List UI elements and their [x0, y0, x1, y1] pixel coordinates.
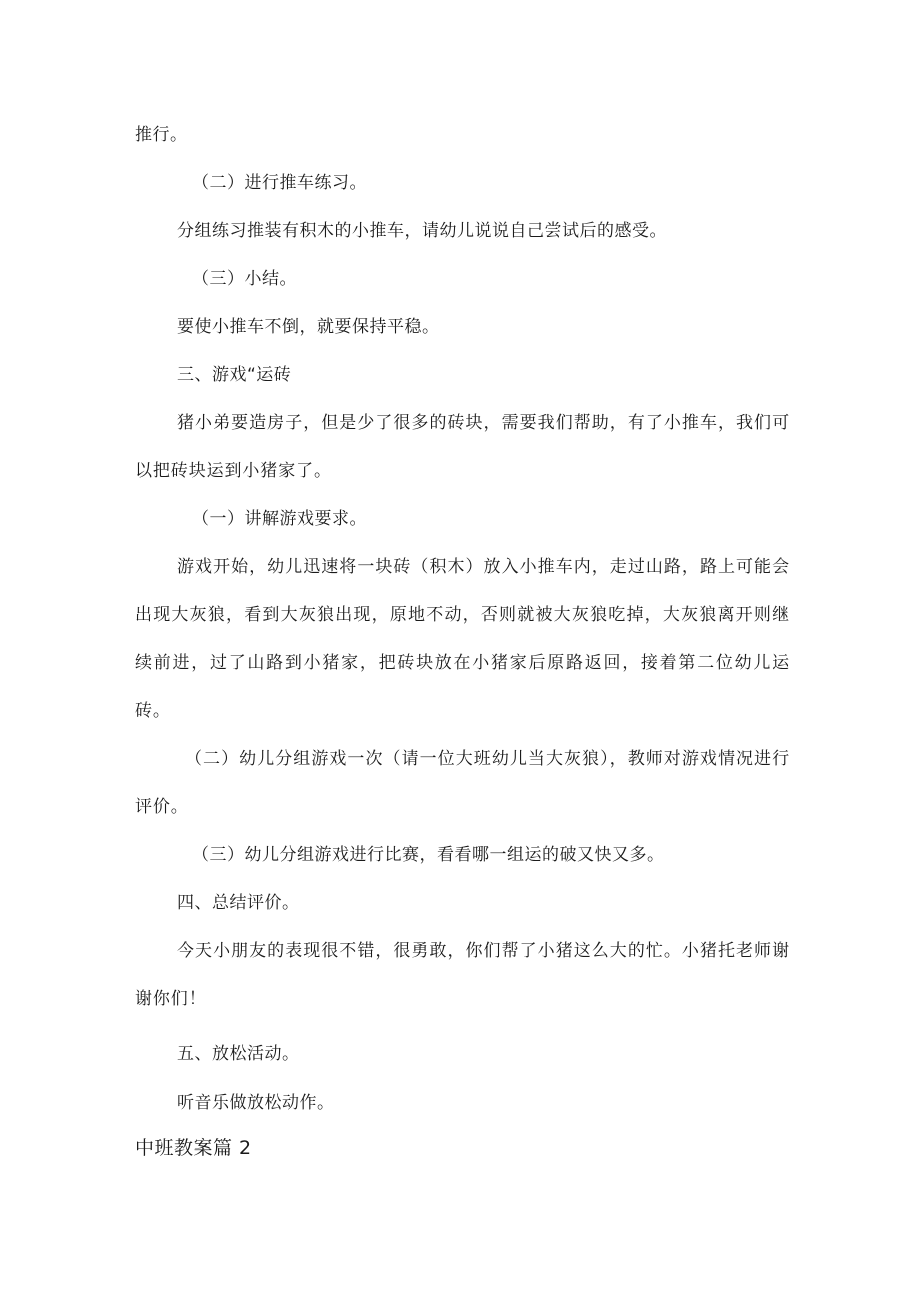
subsection-heading: （一）讲解游戏要求。 — [192, 509, 367, 529]
text-line: 要使小推车不倒，就要保持平稳。 — [177, 317, 440, 337]
next-lesson-heading: 中班教案篇 2 — [135, 1137, 252, 1159]
subsection-heading: （三）幼儿分组游戏进行比赛，看看哪一组运的破又快又多。 — [192, 845, 665, 865]
subsection-heading: （三）小结。 — [192, 269, 297, 289]
text-line: 推行。 — [135, 125, 188, 145]
paragraph-bricks: 猪小弟要造房子，但是少了很多的砖块，需要我们帮助，有了小推车，我们可以把砖块运到小猪家了。 — [135, 413, 790, 481]
text-line: 听音乐做放松动作。 — [177, 1093, 335, 1113]
text-line: 分组练习推装有积木的小推车，请幼儿说说自己尝试后的感受。 — [177, 221, 667, 241]
section-heading: 四、总结评价。 — [177, 893, 300, 913]
subsection-heading: （二）进行推车练习。 — [192, 173, 367, 193]
paragraph-game-rules: 游戏开始，幼儿迅速将一块砖（积木）放入小推车内，走过山路，路上可能会出现大灰狼，看到大灰狼出现，原地不动，否则就被大灰狼吃掉，大灰狼离开则继续前进，过了山路到小猪家，把砖块放在小猪家后原路返回，接着第二位幼儿运砖。 — [135, 557, 790, 721]
section-heading: 五、放松活动。 — [177, 1044, 300, 1064]
paragraph-praise: 今天小朋友的表现很不错，很勇敢，你们帮了小猪这么大的忙。小猪托老师谢谢你们！ — [135, 941, 790, 1009]
section-heading: 三、游戏“运砖 — [177, 365, 292, 385]
paragraph-group-play: （二）幼儿分组游戏一次（请一位大班幼儿当大灰狼），教师对游戏情况进行评价。 — [135, 749, 790, 817]
